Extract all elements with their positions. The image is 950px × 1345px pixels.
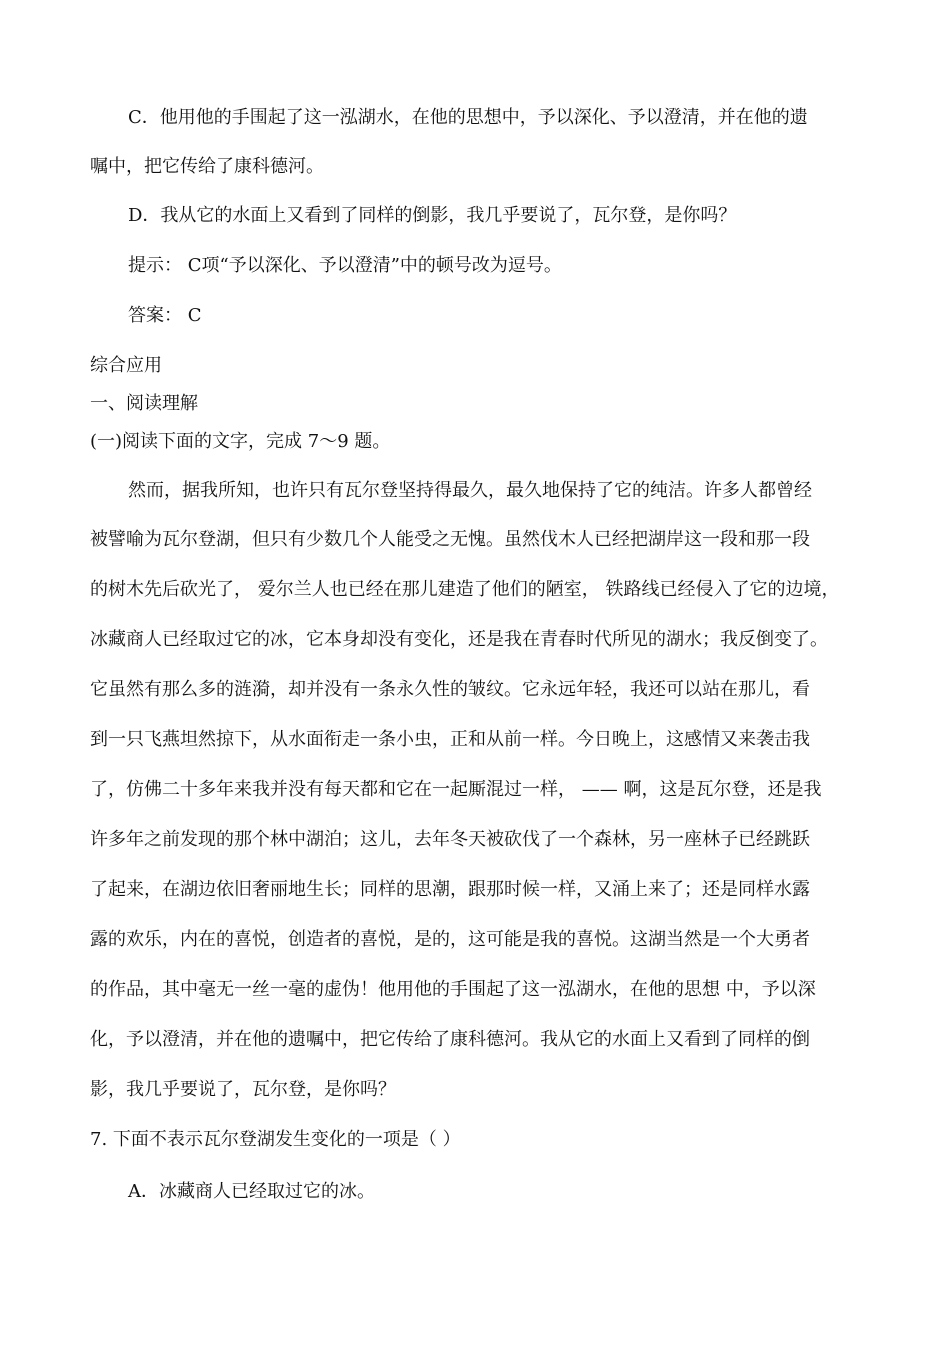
passage-line: 了起来，在湖边依旧奢丽地生长；同样的思潮，跟那时候一样，又涌上来了；还是同样水露 (90, 879, 810, 900)
option-c-line1: C．他用他的手围起了这一泓湖水，在他的思想中，予以深化、予以澄清，并在他的遗 (128, 107, 808, 128)
passage-line: 到一只飞燕坦然掠下，从水面衔走一条小虫，正和从前一样。今日晚上，这感情又来袭击我 (90, 729, 810, 750)
question-7-stem: 7. 下面不表示瓦尔登湖发生变化的一项是（ ） (90, 1129, 461, 1150)
option-c-line2: 嘱中，把它传给了康科德河。 (90, 156, 324, 177)
passage-line: 冰藏商人已经取过它的冰，它本身却没有变化，还是我在青春时代所见的湖水；我反倒变了。 (90, 629, 828, 650)
group-intro: (一)阅读下面的文字，完成 7～9 题。 (90, 431, 391, 452)
passage-line: 了，仿佛二十多年来我并没有每天都和它在一起厮混过一样， —— 啊，这是瓦尔登，还是我 (90, 779, 822, 800)
passage-line: 的树木先后砍光了， 爱尔兰人也已经在那儿建造了他们的陋室， 铁路线已经侵入了它的边境， (90, 579, 840, 600)
passage-line: 露的欢乐，内在的喜悦，创造者的喜悦，是的，这可能是我的喜悦。这湖当然是一个大勇者 (90, 929, 810, 950)
hint: 提示： C项“予以深化、予以澄清”中的顿号改为逗号。 (128, 255, 562, 276)
answer: 答案： C (128, 305, 202, 326)
question-7-option-a: A．冰藏商人已经取过它的冰。 (128, 1181, 375, 1202)
section-subtitle: 一、阅读理解 (90, 393, 198, 414)
passage-line: 的作品，其中毫无一丝一毫的虚伪！他用他的手围起了这一泓湖水，在他的思想 中，予以深 (90, 979, 816, 1000)
passage-line: 化，予以澄清，并在他的遗嘱中，把它传给了康科德河。我从它的水面上又看到了同样的倒 (90, 1029, 810, 1050)
section-title: 综合应用 (90, 355, 162, 376)
passage-line: 它虽然有那么多的涟漪，却并没有一条永久性的皱纹。它永远年轻，我还可以站在那儿，看 (90, 679, 810, 700)
passage-line: 然而，据我所知，也许只有瓦尔登坚持得最久，最久地保持了它的纯洁。许多人都曾经 (128, 480, 812, 501)
passage-line: 影，我几乎要说了，瓦尔登，是你吗？ (90, 1079, 396, 1100)
passage-line: 许多年之前发现的那个林中湖泊；这儿，去年冬天被砍伐了一个森林，另一座林子已经跳跃 (90, 829, 810, 850)
passage-line: 被譬喻为瓦尔登湖，但只有少数几个人能受之无愧。虽然伐木人已经把湖岸这一段和那一段 (90, 529, 810, 550)
option-d: D．我从它的水面上又看到了同样的倒影，我几乎要说了，瓦尔登，是你吗？ (128, 205, 737, 226)
